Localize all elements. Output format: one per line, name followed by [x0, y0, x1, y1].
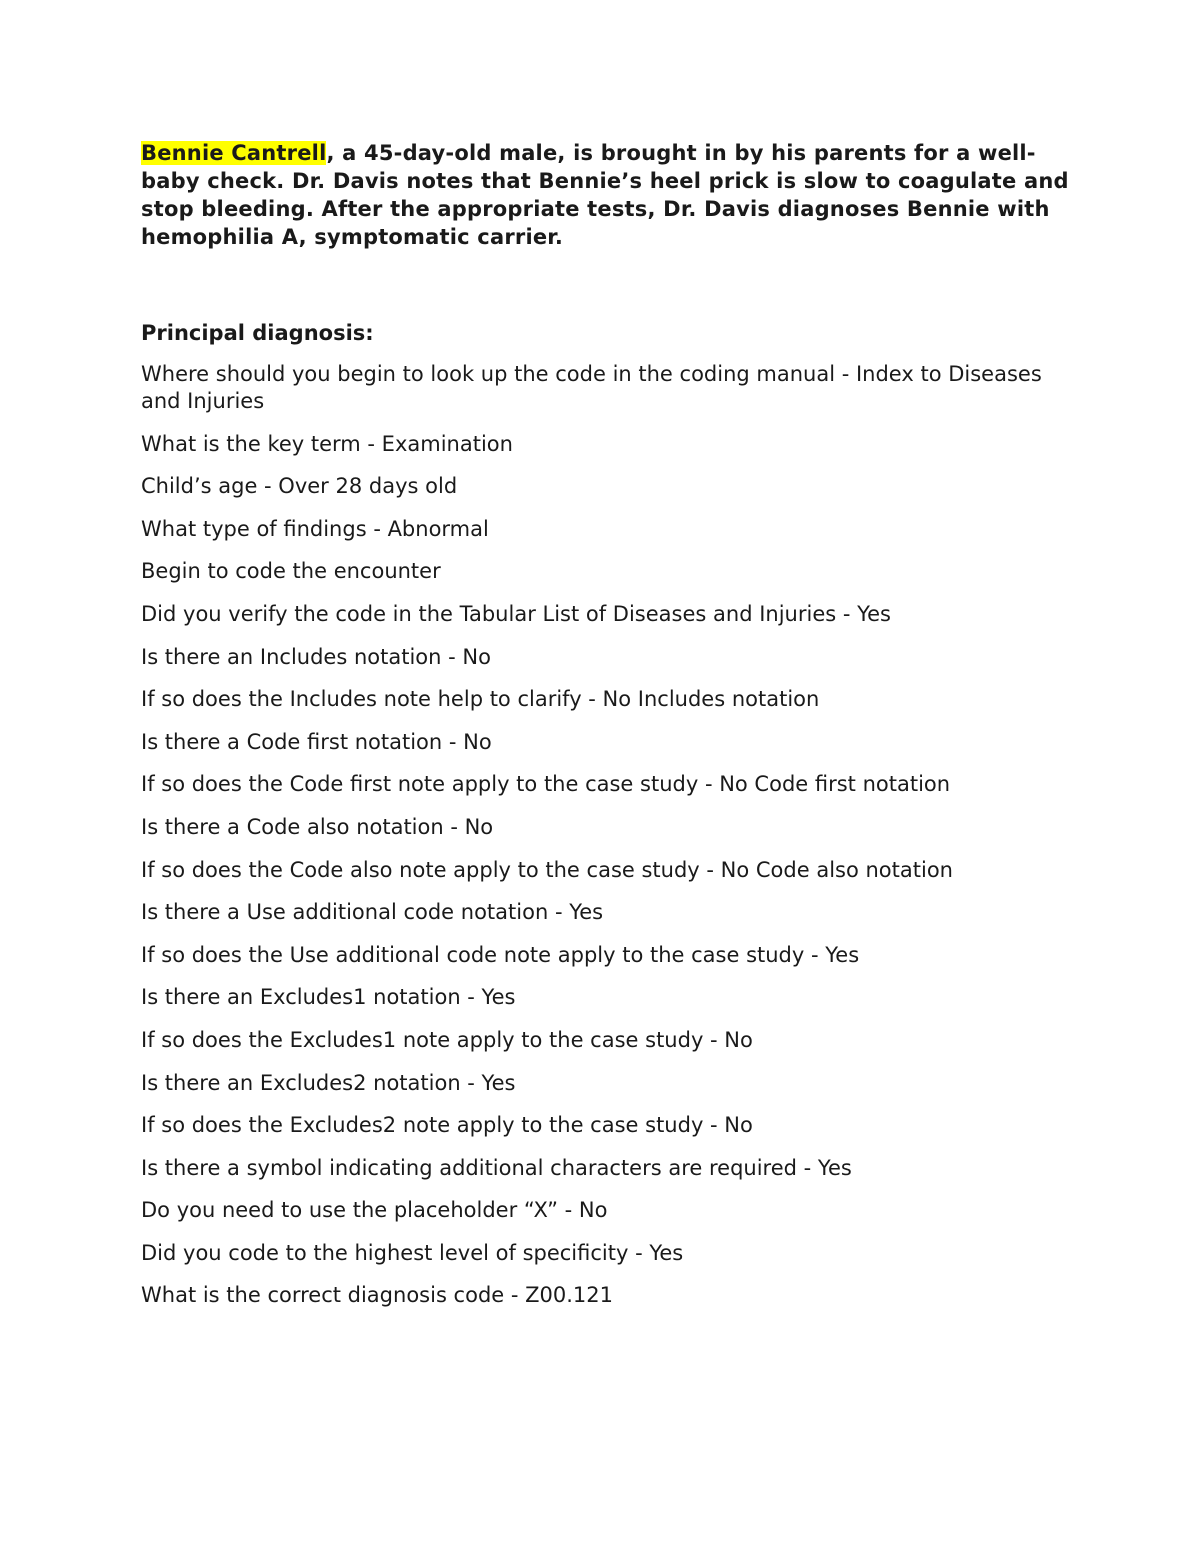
qa-item: Is there a symbol indicating additional characters are required - Yes [141, 1155, 852, 1180]
case-study-paragraph [141, 139, 1071, 251]
qa-item: Did you verify the code in the Tabular List of Diseases and Injuries - Yes [141, 601, 892, 626]
qa-item: Is there a Use additional code notation - Yes [141, 900, 604, 925]
qa-item: Child’s age - Over 28 days old [141, 474, 458, 499]
qa-item: If so does the Code also note apply to the case study - No Code also notation [141, 857, 953, 882]
qa-item: If so does the Excludes2 note apply to the case study - No [141, 1113, 753, 1138]
section-heading: Principal diagnosis: [141, 321, 374, 345]
qa-item: Is there an Excludes1 notation - Yes [141, 985, 516, 1010]
qa-item: If so does the Includes note help to clarify - No Includes notation [141, 687, 820, 712]
qa-item: Begin to code the encounter [141, 559, 441, 584]
qa-item: Is there an Excludes2 notation - Yes [141, 1070, 516, 1095]
qa-list [141, 361, 1071, 1309]
qa-item: If so does the Use additional code note apply to the case study - Yes [141, 942, 860, 967]
qa-item: If so does the Excludes1 note apply to the case study - No [141, 1027, 753, 1052]
qa-item: Is there an Includes notation - No [141, 644, 491, 669]
qa-item: Is there a Code first notation - No [141, 729, 492, 754]
qa-item: What is the correct diagnosis code - Z00.121 [141, 1283, 613, 1308]
qa-item: Is there a Code also notation - No [141, 814, 494, 839]
patient-name-highlight: Bennie Cantrell [141, 141, 327, 165]
qa-item: If so does the Code first note apply to the case study - No Code first notation [141, 772, 951, 797]
document-content [141, 139, 1071, 1325]
qa-item: Did you code to the highest level of specificity - Yes [141, 1240, 684, 1265]
qa-item: Do you need to use the placeholder “X” - No [141, 1198, 608, 1223]
qa-item: What type of findings - Abnormal [141, 516, 489, 541]
qa-item: Where should you begin to look up the code in the coding manual - Index to Diseases and Injuries [141, 362, 1042, 413]
qa-item: What is the key term - Examination [141, 431, 513, 456]
case-study-text: , a 45-day-old male, is brought in by his parents for a well-baby check. Dr. Davis notes that Bennie’s heel prick is slow to coagulate and stop bleeding. After the appropriate tests, Dr. Davis diagnoses Bennie with hemophilia A, symptomatic carrier. [141, 141, 1069, 249]
